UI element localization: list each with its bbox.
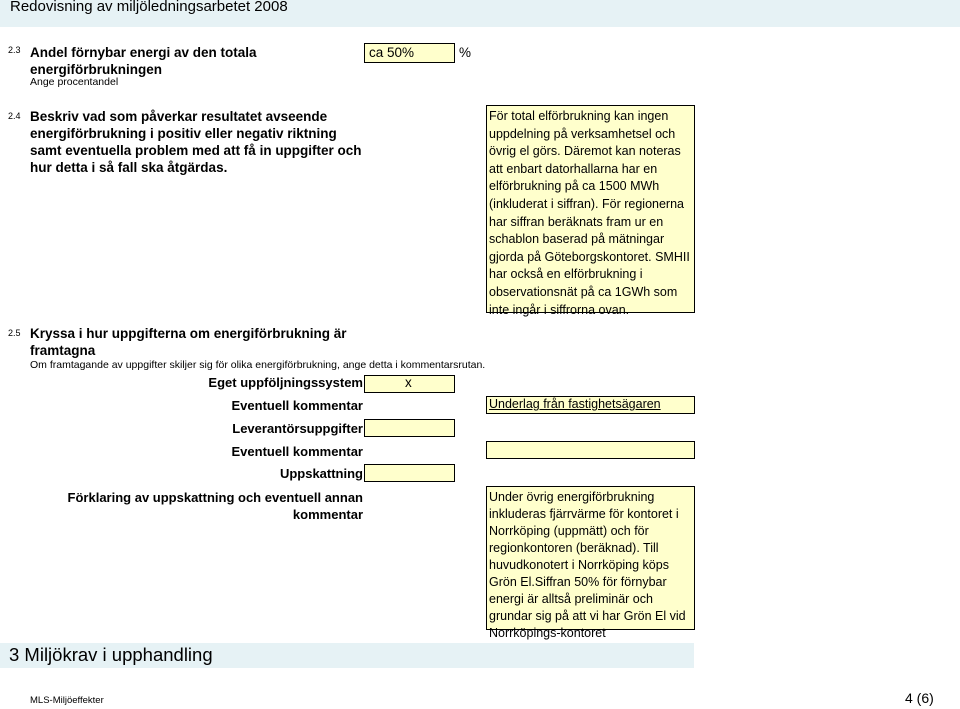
document-title: Redovisning av miljöledningsarbetet 2008 [10,0,288,15]
question-2-4-text: Beskriv vad som påverkar resultatet avseende energiförbrukning i positiv eller negativ riktning samt eventuella problem med att få in uppgifter och hur detta i så fall ska åtgärdas. [30,109,362,175]
question-number-2-4: 2.4 [8,111,21,121]
comment-1-label: Eventuell kommentar [231,398,363,413]
estimate-checkbox[interactable] [364,464,455,482]
explanation-value: Under övrig energiförbrukning inkluderas fjärrvärme för kontoret i Norrköping (uppmätt) och för regionkontoren (beräknad). Till huvudkonotert i Norrköping köps Grön El.Siffran 50% för förnybar energi är alltså preliminär och grundar sig på att vi har Grön El vid Norrköpings-kontoret [489,490,686,640]
footer-page-number: 4 (6) [905,690,934,706]
question-number-2-5: 2.5 [8,328,21,338]
own-system-mark: x [405,375,412,390]
comment-1-value: Underlag från fastighetsägaren [489,397,661,411]
question-2-5-text: Kryssa i hur uppgifterna om energiförbrukning är framtagna [30,326,347,358]
comment-2-input[interactable] [486,441,695,459]
footer-form-name: MLS-Miljöeffekter [30,695,104,706]
question-2-5-hint: Om framtagande av uppgifter skiljer sig för olika energiförbrukning, ange detta i kommentarsrutan. [30,359,486,371]
comment-2-label: Eventuell kommentar [231,444,363,459]
section-3-title: 3 Miljökrav i upphandling [9,644,213,665]
own-system-label: Eget uppföljningssystem [208,375,363,390]
comment-1-input[interactable] [486,396,695,414]
supplier-label: Leverantörsuppgifter [232,421,363,436]
supplier-checkbox[interactable] [364,419,455,437]
explanation-label: Förklaring av uppskattning och eventuell annan kommentar [67,490,363,522]
question-2-4-answer-box[interactable] [486,105,695,317]
renewable-share-value: ca 50% [369,45,415,60]
question-2-3-hint: Ange procentandel [30,76,119,88]
estimate-label: Uppskattning [279,466,363,481]
question-2-4-answer: För total elförbrukning kan ingen uppdelning på verksamhetsel och övrig el görs. Däremot kan noteras att enbart datorhallarna har en elförbrukning på ca 1500 MWh (inkluderat i siffran). För regionerna har siffran beräknats fram ur en schablon baserad på mätningar gjorda på Göteborgskontoret. SMHII har också en elförbrukning i observationsnät på ca 1GWh som inte ingår i siffrorna ovan. [489,109,690,317]
explanation-box[interactable] [486,486,695,640]
question-number-2-3: 2.3 [8,45,21,55]
renewable-share-input[interactable] [364,43,455,63]
question-2-3-text: Andel förnybar energi av den totala energiförbrukningen [30,45,257,77]
own-system-checkbox[interactable] [364,375,455,393]
percent-unit: % [459,45,472,60]
